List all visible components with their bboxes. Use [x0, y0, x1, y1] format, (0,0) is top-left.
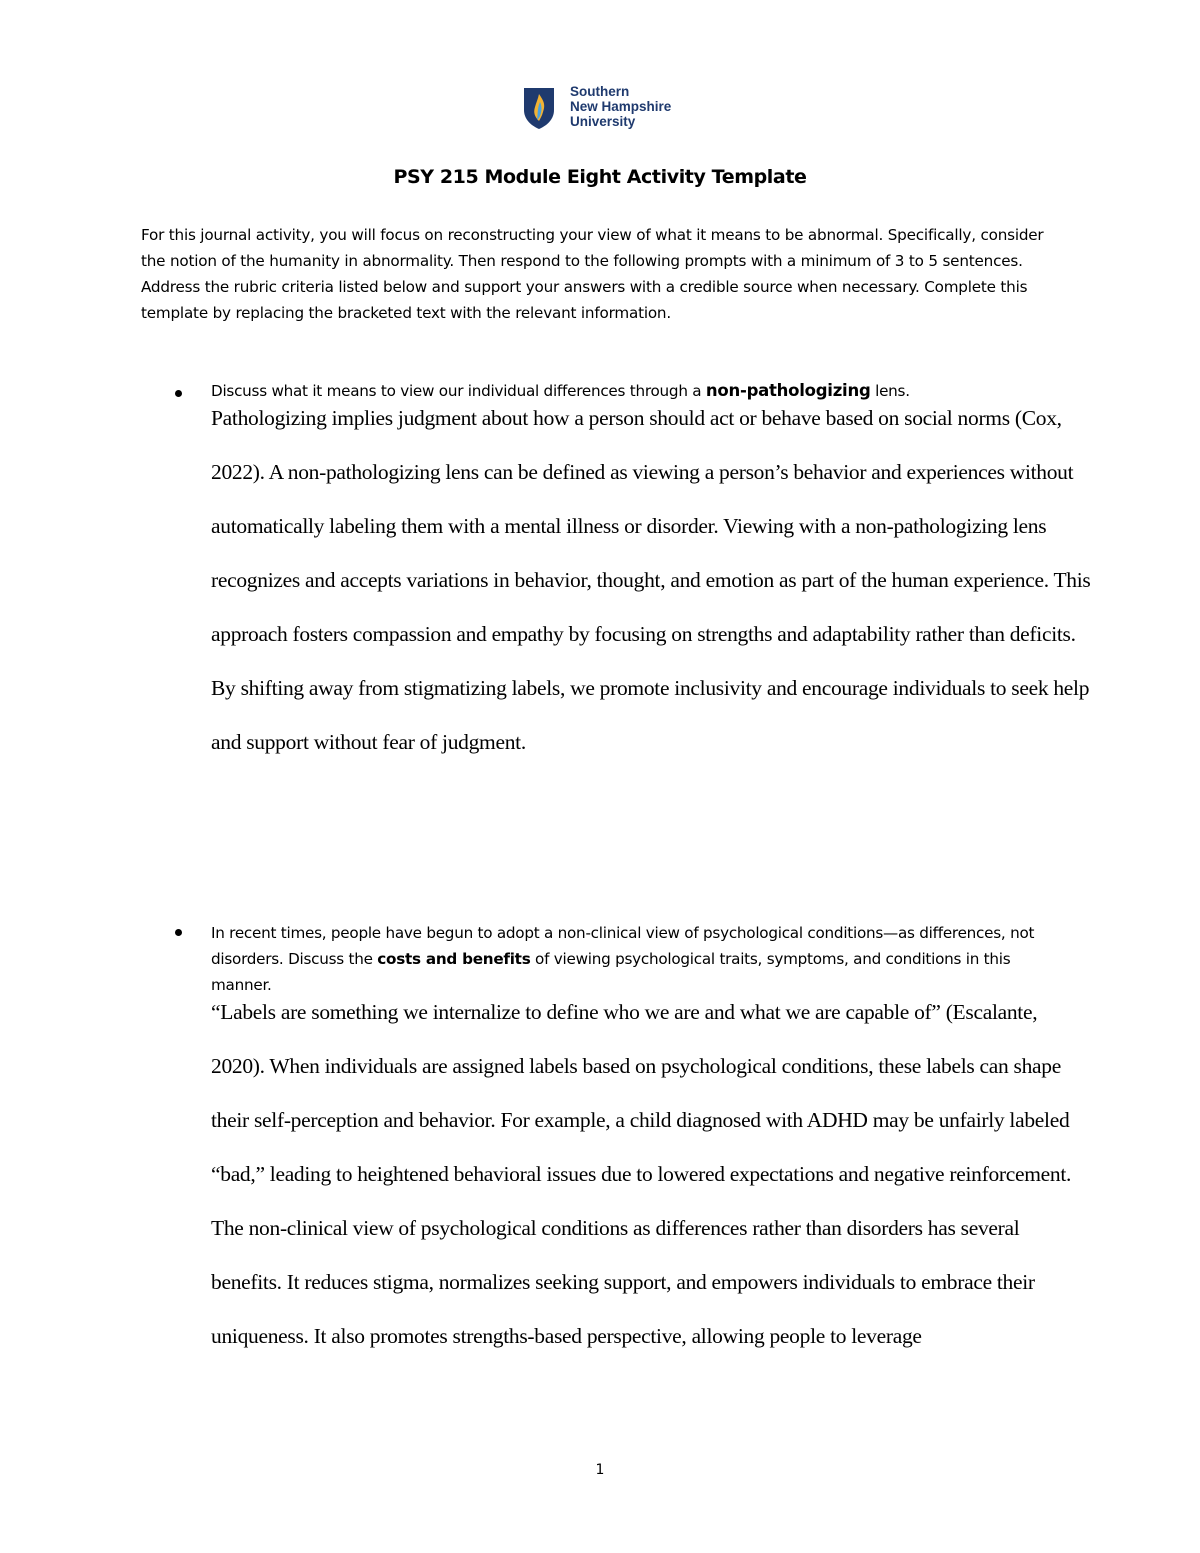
intro-paragraph: For this journal activity, you will focus on reconstructing your view of what it means to be abnormal. Specifically, consider the notion of the humanity in abnormality. Then respond to the following prompts with a minimum of 3 to 5 sentences. Address the rubric criteria listed below and support your answers with a credible source when necessary. Complete this template by replacing the bracketed text with the relevant information. — [141, 226, 1044, 322]
prompt-emphasis: costs and benefits — [377, 950, 531, 968]
logo-line-3: University — [570, 114, 636, 129]
page-number: 1 — [595, 1462, 605, 1478]
university-logo — [522, 84, 692, 134]
logo-line-1: Southern — [570, 84, 630, 99]
answer-text: Pathologizing implies judgment about how a person should act or behave based on social norms (Cox, 2022). A non-pathologizing lens can be defined as viewing a person’s behavior and experiences without automatically labeling them with a mental illness or disorder. Viewing with a non-pathologizing lens recognizes and accepts variations in behavior, thought, and emotion as part of the human experience. This approach fosters compassion and empathy by focusing on strengths and adaptability rather than deficits. By shifting away from stigmatizing labels, we promote inclusivity and encourage individuals to seek help and support without fear of judgment. — [211, 406, 1091, 754]
document-title: PSY 215 Module Eight Activity Template — [393, 166, 807, 188]
prompt-emphasis: non-pathologizing — [705, 381, 871, 400]
logo-line-2: New Hampshire — [570, 99, 672, 114]
logo-wordmark — [570, 84, 671, 129]
flame-shield-icon — [522, 86, 556, 130]
prompt-text: In recent times, people have begun to adopt a non-clinical view of psychological conditions—as differences, not disorders. Discuss the costs and benefits of viewing psychological traits, symptoms, and conditions in this manner. — [211, 924, 1035, 994]
bullet-icon — [175, 929, 182, 936]
prompt-text: Discuss what it means to view our individual differences through a non-pathologizing lens. — [211, 381, 910, 400]
answer-text: “Labels are something we internalize to define who we are and what we are capable of” (Escalante, 2020). When individuals are assigned labels based on psychological conditions, these labels can shape their self-perception and behavior. For example, a child diagnosed with ADHD may be unfairly labeled “bad,” leading to heightened behavioral issues due to lowered expectations and negative reinforcement. The non-clinical view of psychological conditions as differences rather than disorders has several benefits. It reduces stigma, normalizes seeking support, and empowers individuals to embrace their uniqueness. It also promotes strengths-based perspective, allowing people to leverage — [211, 1000, 1072, 1348]
bullet-icon — [175, 390, 182, 397]
